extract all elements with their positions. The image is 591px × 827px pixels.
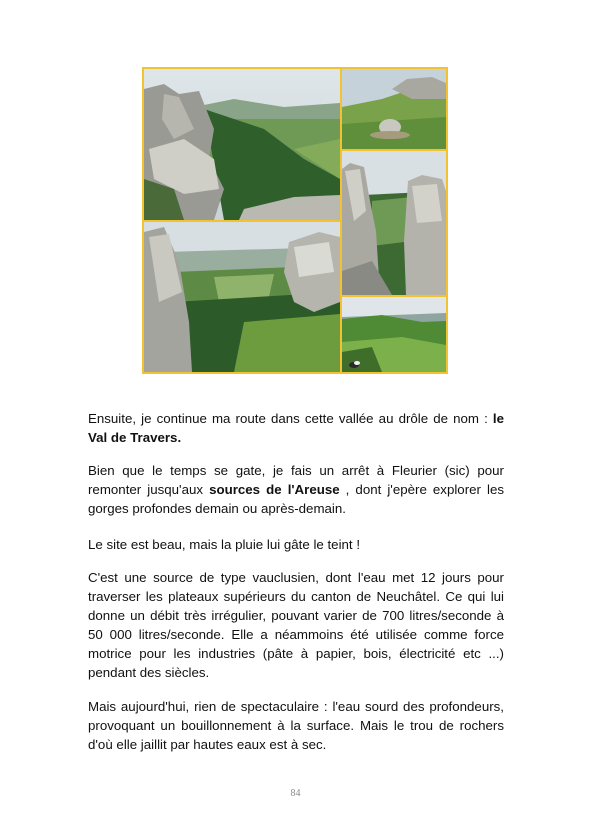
photo-cliff-valley-view bbox=[144, 69, 340, 220]
paragraph-rain-text: Le site est beau, mais la pluie lui gâte le teint ! bbox=[88, 537, 361, 552]
photo-rock-tower-valley bbox=[144, 222, 340, 372]
paragraph-intro bbox=[88, 409, 504, 447]
paragraph-fleurier-before: Bien que le temps se gate, je fais un arrêt à Fleurier (sic) pour remonter jusqu'aux bbox=[88, 463, 504, 497]
paragraph-vauclusian-source bbox=[88, 568, 504, 682]
paragraph-today-text: Mais aujourd'hui, rien de spectaculaire : l'eau sourd des profondeurs, provoquant un bouillonnement à la surface. Mais le trou de rochers d'où elle jaillit par hautes eaux est à sec. bbox=[88, 699, 504, 752]
photo-collage bbox=[142, 67, 448, 374]
paragraph-today bbox=[88, 697, 504, 754]
place-name-val-de-travers: le Val de Travers. bbox=[88, 411, 504, 445]
paragraph-fleurier-after: , dont j'epère explorer les gorges profondes demain ou après-demain. bbox=[88, 482, 504, 516]
photo-summit-boulder bbox=[342, 69, 446, 149]
page-number: 84 bbox=[290, 788, 301, 799]
paragraph-fleurier bbox=[88, 461, 504, 518]
paragraph-rain bbox=[88, 535, 504, 554]
photo-rock-pinnacles bbox=[342, 151, 446, 295]
paragraph-intro-text: Ensuite, je continue ma route dans cette vallée au drôle de nom : bbox=[88, 411, 493, 426]
photo-meadow-with-dog bbox=[342, 297, 446, 372]
paragraph-vauclusian-text: C'est une source de type vauclusien, dont l'eau met 12 jours pour traverser les plateaux supérieurs du canton de Neuchâtel. Ce qui lui donne un débit très irrégulier, pouvant varier de 700 litres/seconde à 50 000 litres/seconde. Elle a néammoins été utilisée comme force motrice pour les industries (pâte à papier, bois, électricité etc ...) pendant des siècles. bbox=[88, 570, 504, 680]
place-name-sources-areuse: sources de l'Areuse bbox=[209, 482, 340, 497]
